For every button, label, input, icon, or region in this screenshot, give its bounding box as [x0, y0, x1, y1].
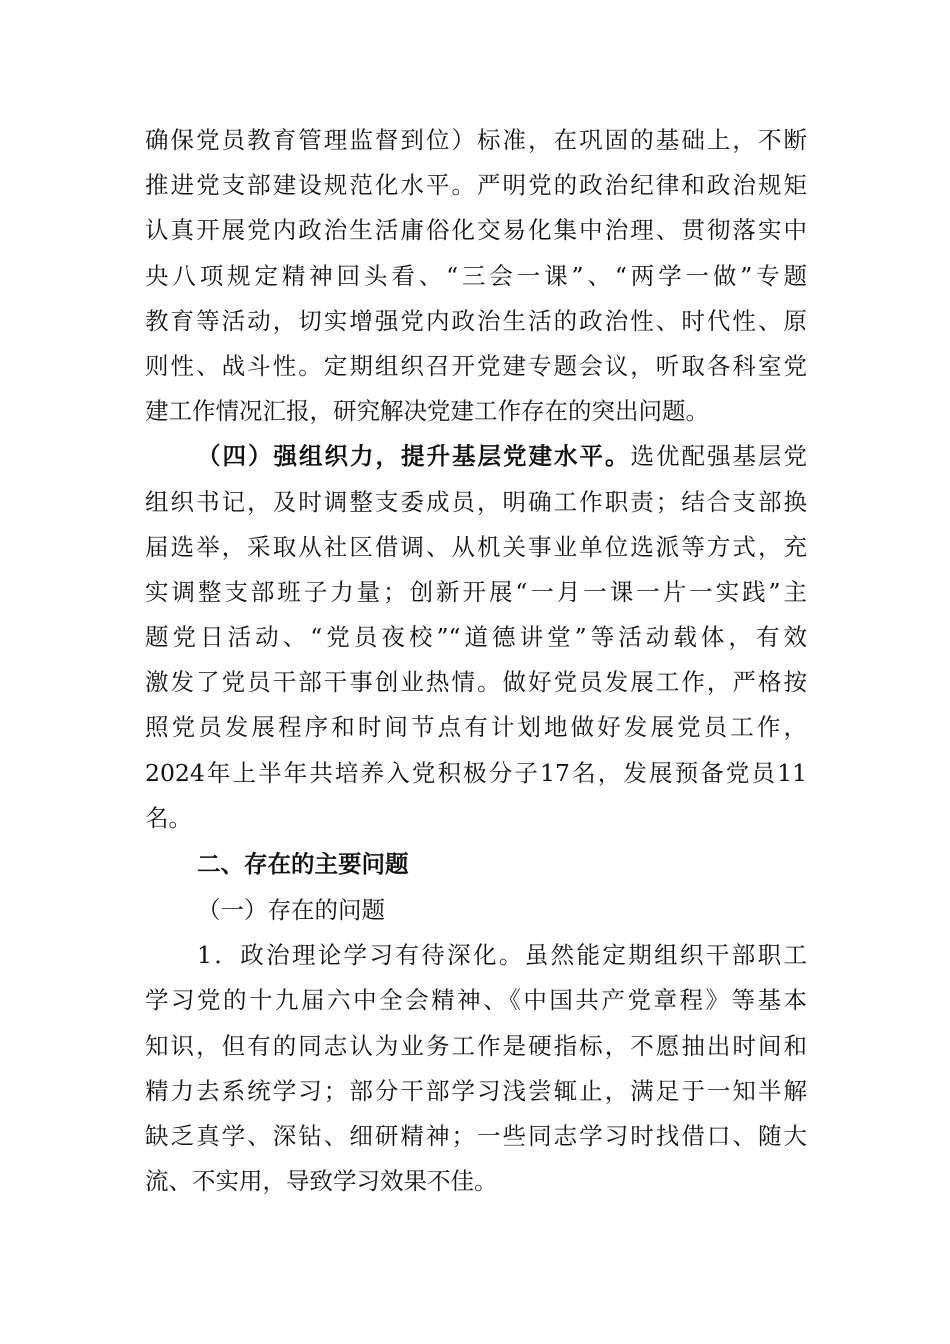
paragraph-line: 学习党的十九届六中全会精神、《中国共产党章程》等基本 [145, 986, 807, 1015]
paragraph-line: 推进党支部建设规范化水平。严明党的政治纪律和政治规矩 [145, 171, 807, 200]
paragraph-line: 组织书记，及时调整支委成员，明确工作职责；结合支部换 [145, 487, 807, 516]
paragraph-line: 流、不实用，导致学习效果不佳。 [145, 1167, 498, 1196]
paragraph-line: 央八项规定精神回头看、“三会一课”、“两学一做”专题 [145, 261, 807, 290]
paragraph-line: 届选举，采取从社区借调、从机关事业单位选派等方式，充 [145, 532, 807, 561]
paragraph-line: 认真开展党内政治生活庸俗化交易化集中治理、贯彻落实中 [145, 216, 807, 245]
paragraph-line: 名。 [145, 803, 192, 832]
section-title: 二、存在的主要问题 [197, 850, 409, 878]
paragraph-first-line: 1．政治理论学习有待深化。虽然能定期组织干部职工 [197, 941, 807, 970]
paragraph-line: 则性、战斗性。定期组织召开党建专题会议，听取各科室党 [145, 351, 807, 380]
paragraph-inline-heading: （四）强组织力，提升基层党建水平。 [197, 442, 631, 471]
paragraph-line: 实调整支部班子力量；创新开展“一月一课一片一实践”主 [145, 577, 807, 606]
paragraph-line: 照党员发展程序和时间节点有计划地做好发展党员工作， [145, 713, 807, 742]
paragraph-line: 精力去系统学习；部分干部学习浅尝辄止，满足于一知半解 [145, 1076, 807, 1105]
paragraph-line: 激发了党员干部干事创业热情。做好党员发展工作，严格按 [145, 668, 807, 697]
paragraph-line: 2024年上半年共培养入党积极分子17名，发展预备党员11 [145, 758, 807, 787]
paragraph-line: 缺乏真学、深钻、细研精神；一些同志学习时找借口、随大 [145, 1121, 807, 1150]
paragraph-line: 建工作情况汇报，研究解决党建工作存在的突出问题。 [145, 397, 709, 426]
paragraph-line: 教育等活动，切实增强党内政治生活的政治性、时代性、原 [145, 306, 807, 335]
paragraph-text: 选优配强基层党 [630, 442, 807, 471]
paragraph-first-line [145, 434, 807, 479]
paragraph-line: 确保党员教育管理监督到位）标准，在巩固的基础上，不断 [145, 126, 807, 154]
paragraph-line: 知识，但有的同志认为业务工作是硬指标，不愿抽出时间和 [145, 1031, 807, 1060]
paragraph-line: 题党日活动、“党员夜校”“道德讲堂”等活动载体，有效 [145, 623, 807, 652]
document-body [145, 118, 807, 1204]
section-subtitle: （一）存在的问题 [197, 896, 385, 924]
